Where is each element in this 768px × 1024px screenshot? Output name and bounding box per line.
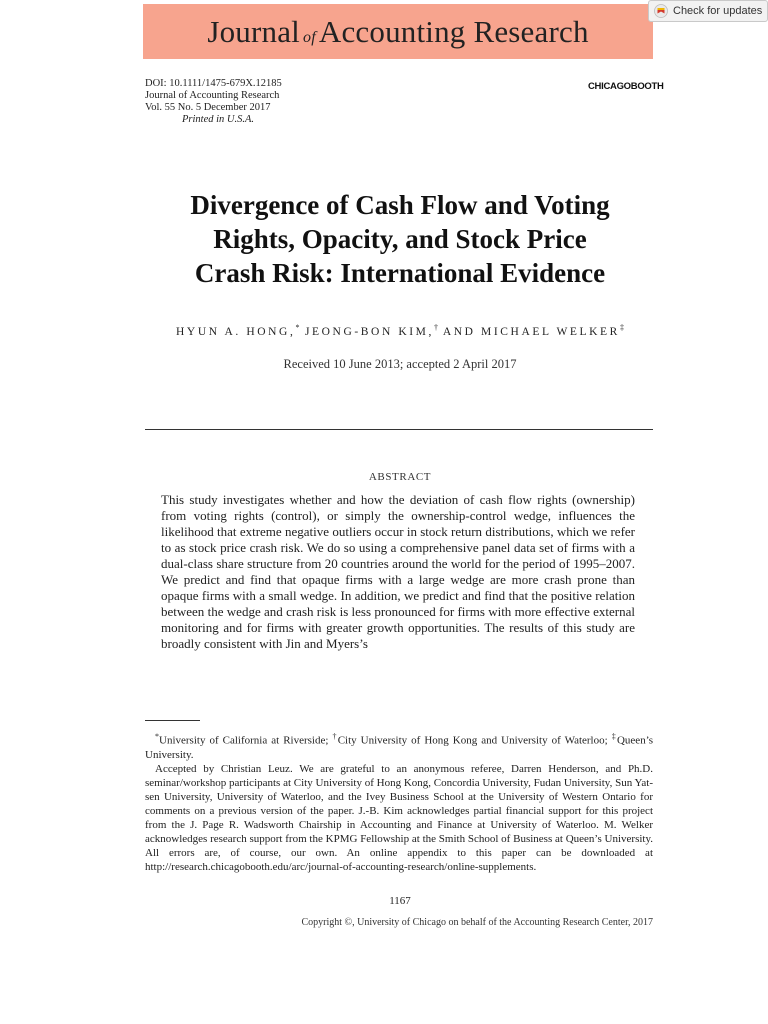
divider bbox=[145, 429, 653, 430]
logo-text: CHICAGOBOOTH bbox=[588, 80, 664, 92]
check-for-updates-button[interactable] bbox=[648, 0, 768, 22]
journal-name-of: of bbox=[303, 28, 316, 46]
abstract-heading: ABSTRACT bbox=[368, 471, 432, 483]
footnotes bbox=[145, 730, 653, 874]
author-3-mark: ‡ bbox=[619, 323, 624, 332]
title-line-3: Crash Risk: International Evidence bbox=[194, 258, 606, 288]
chicago-booth-logo bbox=[588, 79, 664, 93]
crossmark-icon bbox=[654, 4, 668, 18]
affiliation-2: City University of Hong Kong and University of Waterloo; bbox=[337, 734, 612, 747]
page-number: 1167 bbox=[389, 895, 411, 907]
author-list bbox=[130, 323, 670, 338]
doi: DOI: 10.1111/1475-679X.12185 bbox=[145, 78, 282, 89]
affiliation-mark-3: ‡ bbox=[611, 732, 617, 741]
journal-name-post: Accounting Research bbox=[318, 13, 589, 49]
affiliation-mark-1: * bbox=[155, 732, 159, 741]
footnote-divider bbox=[145, 720, 200, 721]
affiliation-1: University of California at Riverside; bbox=[159, 734, 333, 747]
affiliation-mark-2: † bbox=[332, 732, 338, 741]
journal-masthead bbox=[143, 4, 653, 59]
title-line-2: Rights, Opacity, and Stock Price bbox=[213, 224, 587, 254]
author-3: AND MICHAEL WELKER bbox=[442, 325, 620, 338]
meta-journal: Journal of Accounting Research bbox=[145, 90, 280, 101]
volume-issue: Vol. 55 No. 5 December 2017 bbox=[145, 102, 271, 113]
journal-name bbox=[207, 14, 588, 50]
author-1: HYUN A. HONG, bbox=[176, 325, 296, 338]
affiliations bbox=[145, 730, 653, 762]
article-title bbox=[130, 188, 670, 290]
affiliation-3: Queen’s University. bbox=[145, 734, 654, 761]
copyright-notice: Copyright ©, University of Chicago on behalf of the Accounting Research Center, 2017 bbox=[301, 917, 653, 928]
article-metadata bbox=[145, 78, 282, 126]
acknowledgements: Accepted by Christian Leuz. We are grateful to an anonymous referee, Darren Henderson, and Ph.D. seminar/workshop participants at City University of Hong Kong, Concordia University, Fudan University, Sun Yat-sen University, University of Waterloo, and the Ivey Business School at the University of Western Ontario for comments on a previous version of the paper. J.-B. Kim acknowledges partial financial support for this project from the J. Page R. Wadsworth Chairship in Accounting and Finance at University of Waterloo. M. Welker acknowledges research support from the KPMG Fellowship at the Smith School of Business at Queen’s University. All errors are, of course, our own. An online appendix to this paper can be downloaded at http://research.chicagobooth.edu/arc/journal-of-accounting-research/online-supplements. bbox=[145, 762, 653, 873]
author-1-mark: * bbox=[295, 323, 300, 332]
printed-in: Printed in U.S.A. bbox=[182, 114, 255, 125]
received-date: Received 10 June 2013; accepted 2 April 2017 bbox=[283, 357, 517, 371]
title-line-1: Divergence of Cash Flow and Voting bbox=[190, 190, 610, 220]
journal-name-pre: Journal bbox=[207, 13, 300, 49]
author-2: JEONG-BON KIM, bbox=[304, 325, 434, 338]
author-2-mark: † bbox=[433, 323, 438, 332]
abstract-text: This study investigates whether and how the deviation of cash flow rights (ownership) from voting rights (control), or simply the ownership-control wedge, influences the likelihood that extreme negative outliers occur in stock return distributions, which we refer to as stock price crash risk. We do so using a comprehensive panel data set of firms with a dual-class share structure from 20 countries around the world for the period of 1995–2007. We predict and find that opaque firms with a large wedge are more crash prone than opaque firms with a small wedge. In addition, we predict and find that the positive relation between the wedge and crash risk is less pronounced for firms with more effective external monitoring and for firms with greater growth opportunities. The results of this study are broadly consistent with Jin and Myers’s bbox=[161, 492, 635, 651]
check-for-updates-label: Check for updates bbox=[673, 5, 763, 17]
